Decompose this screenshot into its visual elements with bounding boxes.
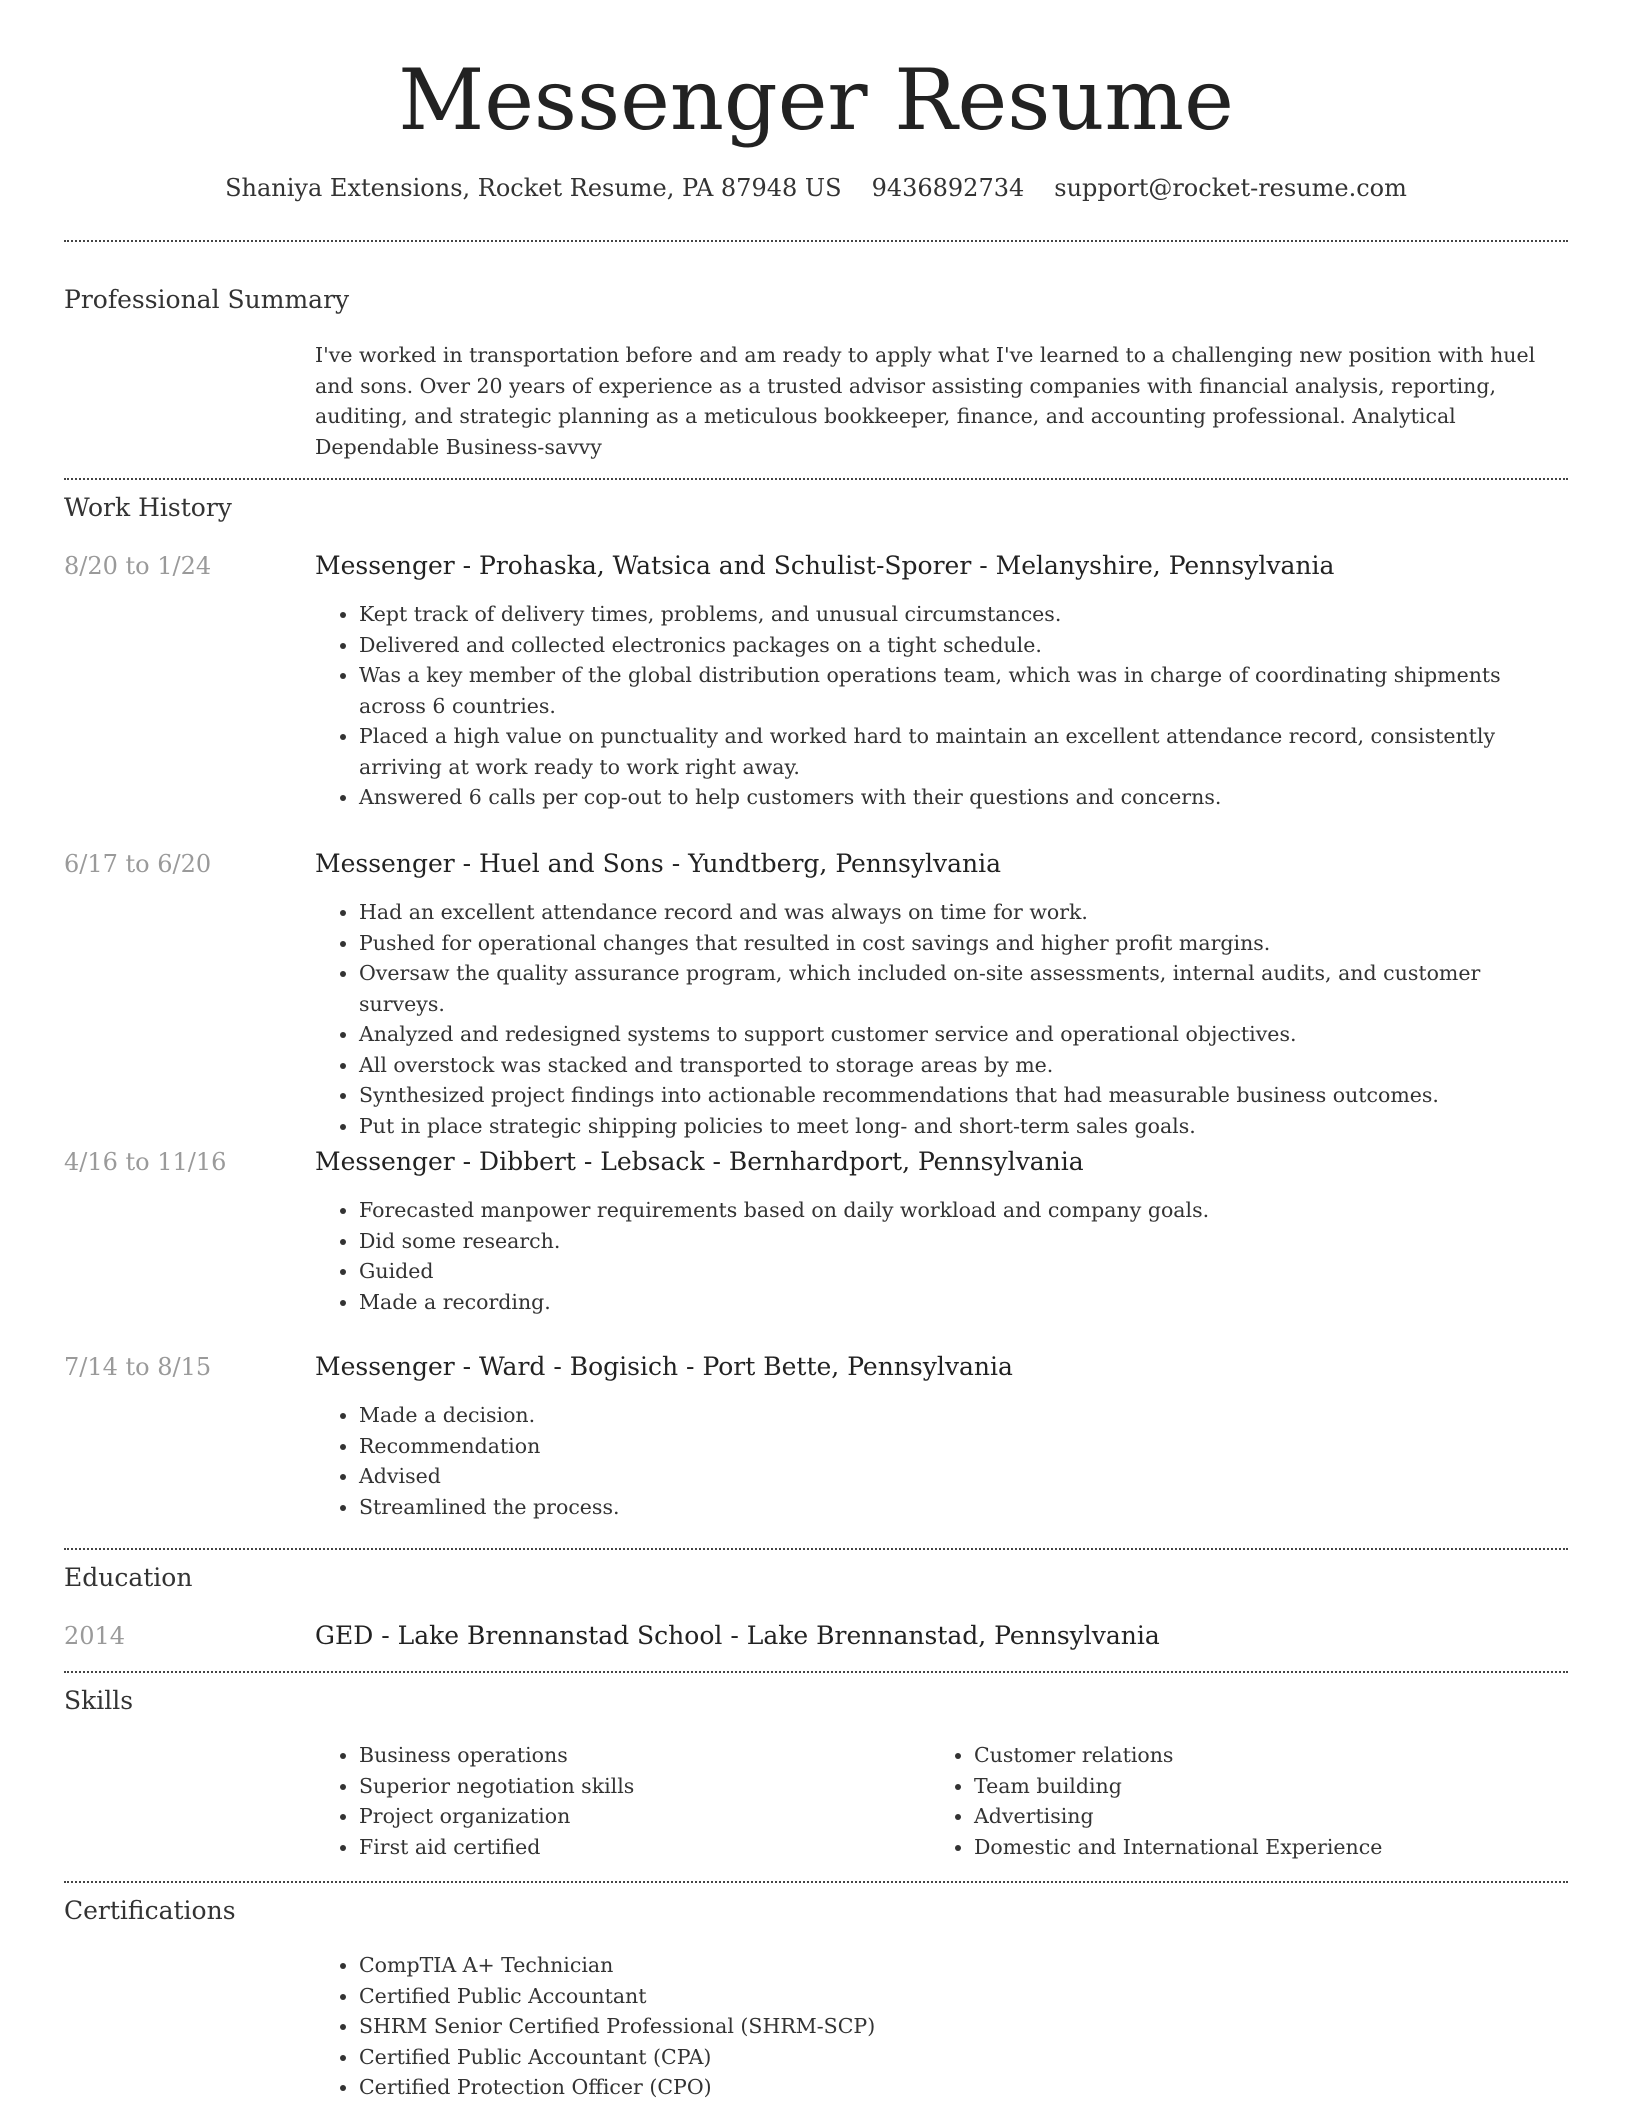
- job-dates: 6/17 to 6/20: [64, 850, 212, 878]
- education-year: 2014: [64, 1622, 126, 1650]
- section-heading-skills: Skills: [64, 1686, 134, 1715]
- list-item: • Synthesized project findings into actionable recommendations that had measurable business outcomes.: [359, 1080, 1565, 1111]
- list-item: • Pushed for operational changes that resulted in cost savings and higher profit margins.: [359, 928, 1565, 959]
- list-item: • Placed a high value on punctuality and worked hard to maintain an excellent attendance record, consistently arriving at work ready to work right away.: [359, 721, 1565, 782]
- list-item: • Recommendation: [359, 1431, 1565, 1462]
- contact-address: Shaniya Extensions, Rocket Resume, PA 87948 US: [225, 174, 842, 202]
- resume-title: Messenger Resume: [398, 51, 1234, 149]
- list-item: • Oversaw the quality assurance program, which included on-site assessments, internal audits, and customer surveys.: [359, 958, 1565, 1019]
- list-item: • Put in place strategic shipping policies to meet long- and short-term sales goals.: [359, 1111, 1565, 1142]
- list-item: • Did some research.: [359, 1226, 1565, 1257]
- list-item: • Answered 6 calls per cop-out to help customers with their questions and concerns.: [359, 782, 1565, 813]
- list-item: • Kept track of delivery times, problems, and unusual circumstances.: [359, 599, 1565, 630]
- list-item: • Streamlined the process.: [359, 1492, 1565, 1523]
- list-item: • SHRM Senior Certified Professional (SHRM-SCP): [359, 2011, 1565, 2042]
- job-bullets: [315, 897, 1565, 1141]
- section-heading-summary: Professional Summary: [64, 285, 350, 314]
- list-item: • Team building: [974, 1771, 1545, 1802]
- list-item: • Advised: [359, 1461, 1565, 1492]
- list-item: • Advertising: [974, 1801, 1545, 1832]
- section-heading-work-history: Work History: [64, 493, 232, 522]
- list-item: • Made a decision.: [359, 1400, 1565, 1431]
- contact-email: support@rocket-resume.com: [1054, 174, 1407, 202]
- section-divider: [64, 1548, 1568, 1550]
- section-divider: [64, 240, 1568, 242]
- list-item: • Analyzed and redesigned systems to support customer service and operational objectives.: [359, 1019, 1565, 1050]
- list-item: • Was a key member of the global distribution operations team, which was in charge of coordinating shipments across 6 countries.: [359, 660, 1565, 721]
- section-divider: [64, 1671, 1568, 1673]
- list-item: • Customer relations: [974, 1740, 1545, 1771]
- job-bullets: [315, 1195, 1565, 1317]
- list-item: • Forecasted manpower requirements based on daily workload and company goals.: [359, 1195, 1565, 1226]
- list-item: • First aid certified: [359, 1832, 930, 1863]
- job-title: Messenger - Dibbert - Lebsack - Bernhardport, Pennsylvania: [315, 1147, 1084, 1176]
- job-dates: 8/20 to 1/24: [64, 552, 212, 580]
- job-title: Messenger - Ward - Bogisich - Port Bette, Pennsylvania: [315, 1352, 1013, 1381]
- summary-text: I've worked in transportation before and am ready to apply what I've learned to a challenging new position with huel and sons. Over 20 years of experience as a trusted advisor assisting companies with financial analysis, reporting, auditing, and strategic planning as a meticulous bookkeeper, finance, and accounting professional. Analytical Dependable Business-savvy: [315, 343, 1536, 459]
- job-title: Messenger - Prohaska, Watsica and Schulist-Sporer - Melanyshire, Pennsylvania: [315, 551, 1335, 580]
- job-dates: 4/16 to 11/16: [64, 1148, 227, 1176]
- skills-list-left: [315, 1740, 930, 1862]
- contact-phone: 9436892734: [871, 174, 1025, 202]
- job-bullets: [315, 599, 1565, 813]
- list-item: • Business operations: [359, 1740, 930, 1771]
- list-item: • Project organization: [359, 1801, 930, 1832]
- list-item: • All overstock was stacked and transported to storage areas by me.: [359, 1050, 1565, 1081]
- list-item: • Delivered and collected electronics packages on a tight schedule.: [359, 630, 1565, 661]
- list-item: • Certified Public Accountant: [359, 1981, 1565, 2012]
- section-divider: [64, 478, 1568, 480]
- education-title: GED - Lake Brennanstad School - Lake Brennanstad, Pennsylvania: [315, 1621, 1160, 1650]
- list-item: • CompTIA A+ Technician: [359, 1950, 1565, 1981]
- job-dates: 7/14 to 8/15: [64, 1353, 212, 1381]
- skills-list-right: [930, 1740, 1545, 1862]
- list-item: • Guided: [359, 1256, 1565, 1287]
- list-item: • Certified Protection Officer (CPO): [359, 2072, 1565, 2103]
- list-item: • Had an excellent attendance record and was always on time for work.: [359, 897, 1565, 928]
- job-bullets: [315, 1400, 1565, 1522]
- list-item: • Superior negotiation skills: [359, 1771, 930, 1802]
- job-title: Messenger - Huel and Sons - Yundtberg, Pennsylvania: [315, 849, 1001, 878]
- section-heading-certifications: Certifications: [64, 1896, 236, 1925]
- certifications-list: [315, 1950, 1565, 2103]
- list-item: • Certified Public Accountant (CPA): [359, 2042, 1565, 2073]
- list-item: • Domestic and International Experience: [974, 1832, 1545, 1863]
- section-heading-education: Education: [64, 1563, 193, 1592]
- section-divider: [64, 1881, 1568, 1883]
- contact-info: [0, 172, 1632, 204]
- list-item: • Made a recording.: [359, 1287, 1565, 1318]
